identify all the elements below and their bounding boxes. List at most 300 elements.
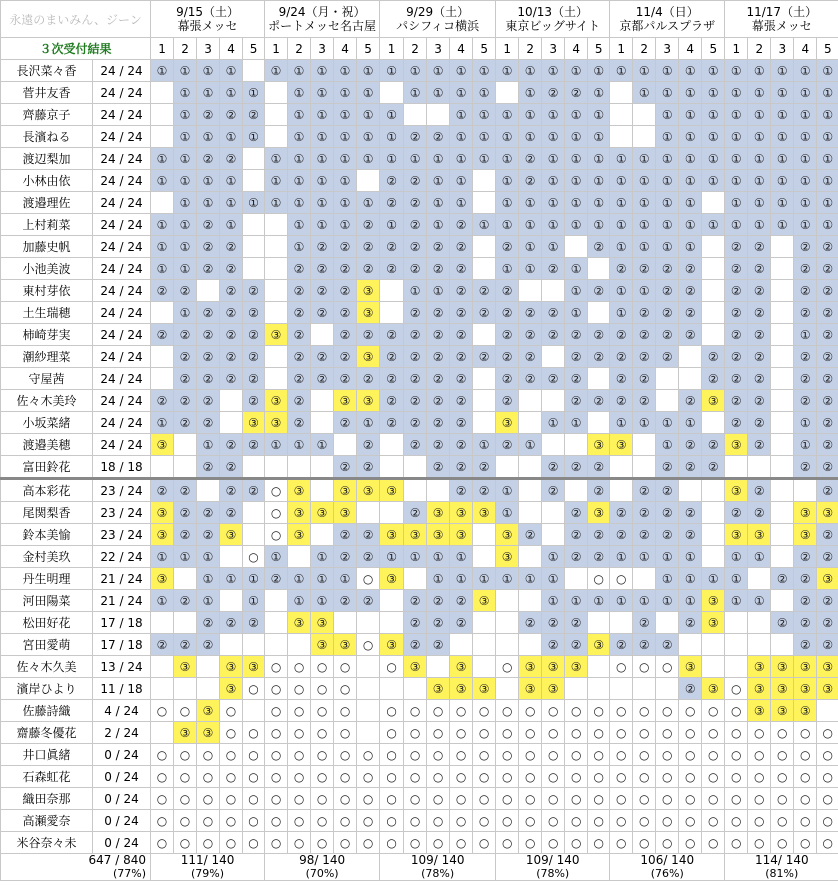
result-mark: ① xyxy=(473,148,496,170)
member-name: 菅井友香 xyxy=(1,82,93,104)
result-mark: ○ xyxy=(748,810,771,832)
result-mark: ① xyxy=(817,148,838,170)
result-mark: ① xyxy=(473,568,496,590)
result-mark: ② xyxy=(450,302,473,324)
member-score: 24 / 24 xyxy=(93,368,151,390)
result-mark: ① xyxy=(588,148,610,170)
result-mark: ① xyxy=(311,170,334,192)
result-mark: ③ xyxy=(197,700,220,722)
result-mark: ① xyxy=(588,214,610,236)
result-mark: ○ xyxy=(334,678,357,700)
member-row xyxy=(1,524,838,546)
performance-number: 5 xyxy=(243,38,265,60)
empty-cell xyxy=(334,612,357,634)
result-mark: ○ xyxy=(265,766,288,788)
member-score: 11 / 18 xyxy=(93,678,151,700)
empty-cell xyxy=(771,524,794,546)
empty-cell xyxy=(151,302,174,324)
result-mark: ③ xyxy=(288,524,311,546)
result-mark: ② xyxy=(427,346,450,368)
result-mark: ③ xyxy=(197,722,220,744)
member-score: 23 / 24 xyxy=(93,502,151,524)
result-mark: ③ xyxy=(473,590,496,612)
result-mark: ③ xyxy=(817,656,838,678)
result-mark: ○ xyxy=(220,788,243,810)
empty-cell xyxy=(725,612,748,634)
result-mark: ② xyxy=(656,324,679,346)
result-mark: ① xyxy=(357,82,380,104)
result-mark: ① xyxy=(725,590,748,612)
result-mark: ① xyxy=(357,126,380,148)
member-score: 17 / 18 xyxy=(93,612,151,634)
performance-number: 5 xyxy=(473,38,496,60)
result-mark: ② xyxy=(817,280,838,302)
empty-cell xyxy=(610,678,633,700)
result-mark: ② xyxy=(519,368,542,390)
result-mark: ① xyxy=(771,214,794,236)
result-mark: ① xyxy=(656,104,679,126)
result-mark: ② xyxy=(565,456,588,479)
performance-number: 1 xyxy=(151,38,174,60)
result-mark: ② xyxy=(404,434,427,456)
result-mark: ○ xyxy=(565,766,588,788)
result-mark: ② xyxy=(794,456,817,479)
result-mark: ① xyxy=(542,192,565,214)
result-mark: ○ xyxy=(334,766,357,788)
result-mark: ① xyxy=(357,192,380,214)
result-mark: ○ xyxy=(357,744,380,766)
result-mark: ① xyxy=(633,148,656,170)
result-mark: ○ xyxy=(334,700,357,722)
performance-number: 4 xyxy=(679,38,702,60)
member-row xyxy=(1,280,838,302)
result-mark: ③ xyxy=(174,656,197,678)
member-name: 渡邉美穂 xyxy=(1,434,93,456)
result-mark: ③ xyxy=(265,390,288,412)
result-mark: ○ xyxy=(357,832,380,854)
result-mark: ○ xyxy=(357,568,380,590)
performance-number: 3 xyxy=(427,38,450,60)
result-mark: ○ xyxy=(588,568,610,590)
result-mark: ○ xyxy=(243,678,265,700)
empty-cell xyxy=(243,148,265,170)
total-percent: (77%) xyxy=(112,867,147,880)
empty-cell xyxy=(771,324,794,346)
result-mark: ① xyxy=(542,104,565,126)
result-mark: ② xyxy=(656,502,679,524)
result-mark: ③ xyxy=(151,568,174,590)
result-mark: ○ xyxy=(633,744,656,766)
result-mark: ③ xyxy=(380,479,404,502)
result-mark: ① xyxy=(656,236,679,258)
result-mark: ○ xyxy=(679,722,702,744)
result-mark: ○ xyxy=(265,744,288,766)
result-mark: ① xyxy=(311,434,334,456)
result-mark: ② xyxy=(588,456,610,479)
empty-cell xyxy=(357,700,380,722)
performance-number: 4 xyxy=(794,38,817,60)
empty-cell xyxy=(265,302,288,324)
result-mark: ② xyxy=(817,434,838,456)
result-mark: ② xyxy=(380,236,404,258)
result-mark: ② xyxy=(174,479,197,502)
empty-cell xyxy=(473,324,496,346)
member-score: 24 / 24 xyxy=(93,302,151,324)
empty-cell xyxy=(380,678,404,700)
result-mark: ① xyxy=(794,192,817,214)
empty-cell xyxy=(565,434,588,456)
result-mark: ○ xyxy=(174,788,197,810)
empty-cell xyxy=(243,236,265,258)
empty-cell xyxy=(357,170,380,192)
result-mark: ① xyxy=(748,126,771,148)
result-mark: ② xyxy=(427,390,450,412)
result-mark: ○ xyxy=(588,722,610,744)
result-mark: ② xyxy=(794,612,817,634)
total-percent: (70%) xyxy=(305,867,339,880)
totals-row xyxy=(1,854,838,881)
result-mark: ○ xyxy=(748,744,771,766)
result-mark: ○ xyxy=(725,722,748,744)
result-mark: ① xyxy=(288,104,311,126)
empty-cell xyxy=(265,368,288,390)
result-mark: ② xyxy=(288,412,311,434)
empty-cell xyxy=(357,502,380,524)
result-mark: ○ xyxy=(473,766,496,788)
result-mark: ① xyxy=(311,82,334,104)
result-mark: ① xyxy=(151,236,174,258)
result-mark: ② xyxy=(220,456,243,479)
result-mark: ② xyxy=(404,126,427,148)
empty-cell xyxy=(265,214,288,236)
result-mark: ② xyxy=(174,590,197,612)
result-mark: ○ xyxy=(771,832,794,854)
empty-cell xyxy=(151,678,174,700)
result-mark: ② xyxy=(357,456,380,479)
result-mark: ① xyxy=(725,60,748,82)
result-mark: ② xyxy=(404,390,427,412)
result-mark: ② xyxy=(817,302,838,324)
result-mark: ③ xyxy=(794,502,817,524)
empty-cell xyxy=(174,612,197,634)
result-mark: ② xyxy=(380,192,404,214)
empty-cell xyxy=(610,456,633,479)
empty-cell xyxy=(197,678,220,700)
empty-cell xyxy=(496,678,519,700)
result-mark: ② xyxy=(243,104,265,126)
result-mark: ○ xyxy=(311,656,334,678)
member-row xyxy=(1,810,838,832)
empty-cell xyxy=(794,479,817,502)
empty-cell xyxy=(679,346,702,368)
result-mark: ② xyxy=(519,346,542,368)
result-mark: ② xyxy=(151,634,174,656)
result-mark: ② xyxy=(357,590,380,612)
result-mark: ② xyxy=(817,368,838,390)
result-mark: ③ xyxy=(565,656,588,678)
member-score: 24 / 24 xyxy=(93,390,151,412)
result-mark: ① xyxy=(565,126,588,148)
empty-cell xyxy=(519,634,542,656)
result-mark: ○ xyxy=(334,810,357,832)
result-mark: ② xyxy=(197,368,220,390)
empty-cell xyxy=(197,479,220,502)
result-mark: ① xyxy=(725,192,748,214)
member-row xyxy=(1,479,838,502)
result-mark: ② xyxy=(197,148,220,170)
result-mark: ② xyxy=(542,258,565,280)
result-mark: ② xyxy=(473,456,496,479)
member-name: 井口眞緒 xyxy=(1,744,93,766)
result-mark: ② xyxy=(565,368,588,390)
empty-cell xyxy=(588,368,610,390)
result-mark: ② xyxy=(220,502,243,524)
result-mark: ① xyxy=(519,568,542,590)
result-mark: ○ xyxy=(288,744,311,766)
result-mark: ③ xyxy=(450,502,473,524)
result-mark: ② xyxy=(197,302,220,324)
result-mark: ② xyxy=(656,258,679,280)
result-mark: ① xyxy=(633,546,656,568)
result-mark: ③ xyxy=(702,678,725,700)
result-mark: ○ xyxy=(496,722,519,744)
result-mark: ① xyxy=(311,546,334,568)
result-mark: ① xyxy=(565,104,588,126)
member-row xyxy=(1,60,838,82)
result-mark: ② xyxy=(588,390,610,412)
empty-cell xyxy=(404,456,427,479)
result-mark: ① xyxy=(794,60,817,82)
result-mark: ② xyxy=(565,612,588,634)
member-row xyxy=(1,700,838,722)
result-mark: ② xyxy=(243,612,265,634)
member-row xyxy=(1,656,838,678)
result-mark: ② xyxy=(633,346,656,368)
result-mark: ○ xyxy=(725,700,748,722)
result-mark: ① xyxy=(243,590,265,612)
result-mark: ② xyxy=(496,324,519,346)
result-mark: ① xyxy=(357,412,380,434)
result-mark: ○ xyxy=(220,722,243,744)
empty-cell xyxy=(151,346,174,368)
member-score: 23 / 24 xyxy=(93,524,151,546)
result-mark: ○ xyxy=(725,766,748,788)
result-mark: ② xyxy=(357,434,380,456)
empty-cell xyxy=(542,524,565,546)
result-mark: ○ xyxy=(794,744,817,766)
result-mark: ③ xyxy=(725,479,748,502)
result-mark: ① xyxy=(334,104,357,126)
result-mark: ② xyxy=(679,612,702,634)
result-mark: ③ xyxy=(334,479,357,502)
result-mark: ③ xyxy=(288,502,311,524)
performance-number: 3 xyxy=(197,38,220,60)
result-mark: ② xyxy=(311,280,334,302)
result-mark: ② xyxy=(288,390,311,412)
result-mark: ② xyxy=(220,302,243,324)
result-mark: ① xyxy=(771,126,794,148)
result-mark: ① xyxy=(679,546,702,568)
result-mark: ① xyxy=(288,236,311,258)
result-mark: ② xyxy=(197,412,220,434)
member-row xyxy=(1,192,838,214)
empty-cell xyxy=(702,258,725,280)
result-mark: ② xyxy=(748,324,771,346)
result-mark: ② xyxy=(748,302,771,324)
result-mark: ② xyxy=(220,258,243,280)
result-mark: ② xyxy=(588,479,610,502)
empty-cell xyxy=(679,634,702,656)
empty-cell xyxy=(427,104,450,126)
member-name: 加藤史帆 xyxy=(1,236,93,258)
result-mark: ② xyxy=(427,368,450,390)
event-date: 11/17（土） xyxy=(746,5,818,19)
result-mark: ① xyxy=(220,82,243,104)
performance-number: 1 xyxy=(725,38,748,60)
result-mark: ② xyxy=(311,302,334,324)
result-mark: ③ xyxy=(220,656,243,678)
result-mark: ③ xyxy=(357,280,380,302)
result-mark: ② xyxy=(542,302,565,324)
empty-cell xyxy=(243,258,265,280)
result-mark: ○ xyxy=(610,656,633,678)
empty-cell xyxy=(748,612,771,634)
member-row xyxy=(1,412,838,434)
result-mark: ② xyxy=(496,346,519,368)
member-row xyxy=(1,390,838,412)
member-score: 24 / 24 xyxy=(93,258,151,280)
result-mark: ① xyxy=(656,546,679,568)
result-mark: ○ xyxy=(450,744,473,766)
member-name: 佐々木美玲 xyxy=(1,390,93,412)
empty-cell xyxy=(542,280,565,302)
result-mark: ① xyxy=(656,148,679,170)
result-mark: ③ xyxy=(496,412,519,434)
result-mark: ② xyxy=(542,612,565,634)
result-mark: ○ xyxy=(817,766,838,788)
result-mark: ○ xyxy=(656,722,679,744)
member-score: 24 / 24 xyxy=(93,148,151,170)
performance-number: 5 xyxy=(817,38,838,60)
result-mark: ③ xyxy=(771,678,794,700)
result-mark: ○ xyxy=(404,788,427,810)
result-mark: ② xyxy=(404,170,427,192)
result-mark: ② xyxy=(404,302,427,324)
empty-cell xyxy=(565,568,588,590)
result-mark: ③ xyxy=(794,656,817,678)
member-row xyxy=(1,324,838,346)
result-mark: ② xyxy=(334,524,357,546)
result-mark: ① xyxy=(610,148,633,170)
empty-cell xyxy=(771,412,794,434)
result-mark: ○ xyxy=(656,744,679,766)
event-header-2 xyxy=(265,1,380,38)
empty-cell xyxy=(610,126,633,148)
result-mark: ○ xyxy=(243,810,265,832)
result-mark: ○ xyxy=(265,722,288,744)
result-mark: ② xyxy=(656,346,679,368)
result-mark: ① xyxy=(702,170,725,192)
member-name: 渡邉理佐 xyxy=(1,192,93,214)
member-score: 24 / 24 xyxy=(93,324,151,346)
result-mark: ○ xyxy=(311,766,334,788)
member-row xyxy=(1,590,838,612)
result-mark: ② xyxy=(656,524,679,546)
result-mark: ③ xyxy=(748,656,771,678)
empty-cell xyxy=(473,236,496,258)
result-mark: ○ xyxy=(633,832,656,854)
result-mark: ② xyxy=(243,280,265,302)
empty-cell xyxy=(265,236,288,258)
result-mark: ① xyxy=(748,82,771,104)
result-mark: ① xyxy=(174,302,197,324)
result-mark: ② xyxy=(656,479,679,502)
member-score: 2 / 24 xyxy=(93,722,151,744)
result-mark: ① xyxy=(679,60,702,82)
member-name: 東村芽依 xyxy=(1,280,93,302)
result-mark: ② xyxy=(197,612,220,634)
performance-number: 2 xyxy=(633,38,656,60)
result-mark: ○ xyxy=(243,832,265,854)
result-mark: ○ xyxy=(404,722,427,744)
result-mark: ② xyxy=(174,368,197,390)
empty-cell xyxy=(702,634,725,656)
result-mark: ② xyxy=(151,390,174,412)
result-mark: ① xyxy=(679,568,702,590)
result-mark: ① xyxy=(817,82,838,104)
result-mark: ② xyxy=(197,390,220,412)
result-mark: ○ xyxy=(427,722,450,744)
result-mark: ② xyxy=(794,280,817,302)
result-mark: ① xyxy=(151,148,174,170)
empty-cell xyxy=(265,634,288,656)
result-mark: ○ xyxy=(610,744,633,766)
result-mark: ② xyxy=(565,390,588,412)
result-mark: ① xyxy=(794,104,817,126)
result-mark: ① xyxy=(288,214,311,236)
result-mark: ○ xyxy=(588,744,610,766)
result-mark: ① xyxy=(311,60,334,82)
empty-cell xyxy=(174,434,197,456)
result-mark: ① xyxy=(174,104,197,126)
result-mark: ③ xyxy=(473,678,496,700)
result-mark: ○ xyxy=(725,832,748,854)
result-mark: ① xyxy=(174,258,197,280)
result-mark: ② xyxy=(565,346,588,368)
result-mark: ② xyxy=(450,236,473,258)
result-mark: ① xyxy=(794,412,817,434)
result-mark: ① xyxy=(679,214,702,236)
member-score: 21 / 24 xyxy=(93,590,151,612)
result-mark: ① xyxy=(656,126,679,148)
result-mark: ③ xyxy=(519,656,542,678)
empty-cell xyxy=(265,104,288,126)
result-mark: ① xyxy=(542,546,565,568)
result-mark: ② xyxy=(380,390,404,412)
member-score: 24 / 24 xyxy=(93,214,151,236)
result-mark: ○ xyxy=(380,766,404,788)
result-mark: ③ xyxy=(357,302,380,324)
result-mark: ② xyxy=(311,346,334,368)
result-mark: ② xyxy=(565,524,588,546)
result-mark: ② xyxy=(197,236,220,258)
event-venue: 幕張メッセ xyxy=(177,19,238,33)
result-mark: ② xyxy=(288,258,311,280)
member-name: 米谷奈々未 xyxy=(1,832,93,854)
empty-cell xyxy=(519,502,542,524)
member-name: 佐藤詩織 xyxy=(1,700,93,722)
result-mark: ○ xyxy=(496,766,519,788)
